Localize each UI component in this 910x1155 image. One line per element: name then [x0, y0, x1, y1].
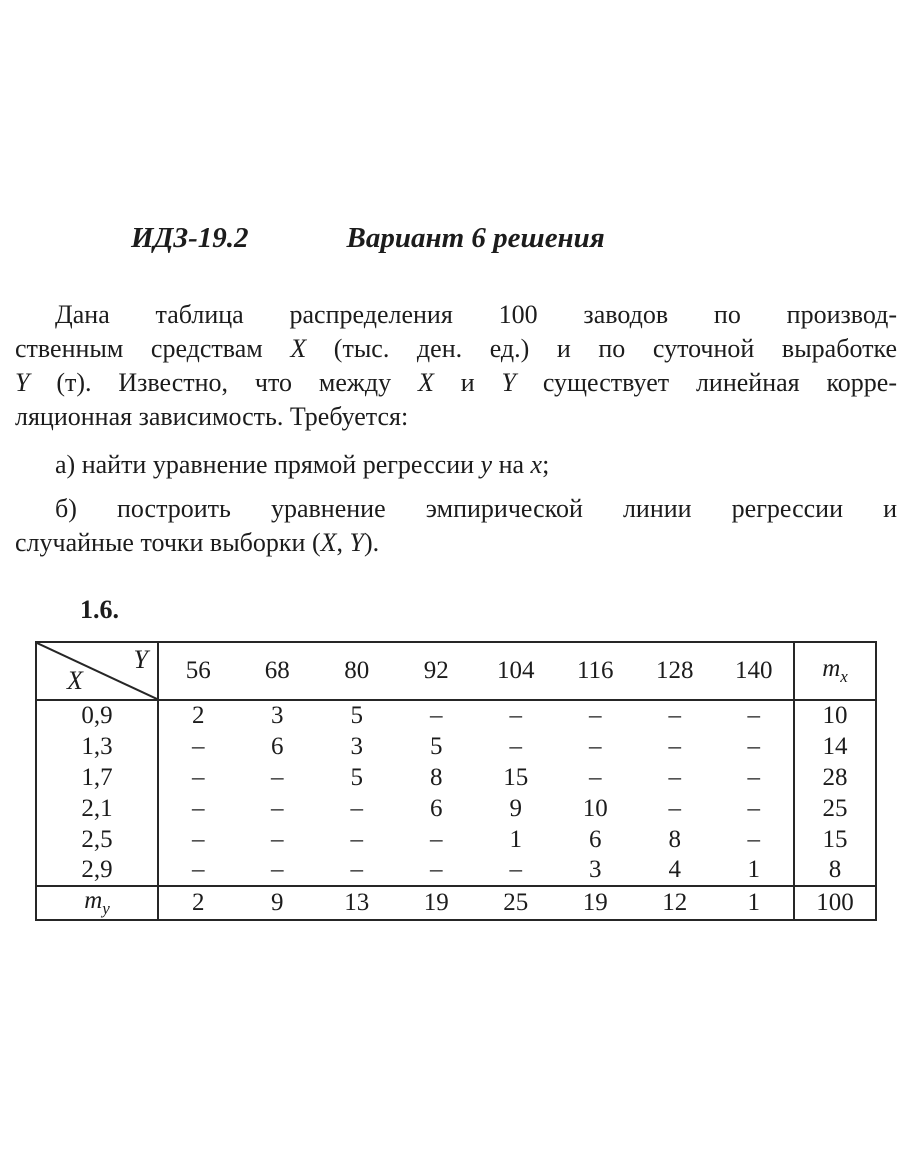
frequency-cell: –	[271, 763, 284, 791]
frequency-cell: 5	[350, 763, 363, 791]
text-line	[15, 298, 897, 332]
table-row	[36, 731, 876, 762]
math-symbol: x	[530, 450, 543, 479]
frequency-cell: 6	[430, 794, 443, 822]
x-value: 1,7	[36, 762, 158, 793]
math-symbol: X	[417, 368, 434, 397]
my-total: 13	[317, 886, 397, 920]
text-line	[15, 492, 897, 526]
mx-total: 25	[794, 793, 876, 824]
frequency-cell: –	[350, 856, 363, 883]
my-total: 1	[715, 886, 795, 920]
frequency-cell: –	[509, 702, 522, 729]
my-total: 19	[397, 886, 477, 920]
text-line	[15, 366, 897, 400]
table-row	[36, 793, 876, 824]
text-segment: б) построить уравнение эмпирической линии регрессии и	[55, 494, 897, 523]
frequency-cell: –	[350, 825, 363, 853]
x-value: 1,3	[36, 731, 158, 762]
math-symbol: X	[320, 528, 337, 557]
text-line	[15, 448, 897, 482]
mx-total: 10	[794, 700, 876, 731]
frequency-cell: –	[589, 732, 602, 760]
y-value-header: 80	[317, 642, 397, 700]
intro-paragraph	[0, 298, 910, 434]
my-label: $m_y$	[36, 886, 158, 920]
y-value-header: 92	[397, 642, 477, 700]
y-value-header: 68	[238, 642, 318, 700]
text-segment: (тыс. ден. ед.) и по суточной выработке	[306, 334, 897, 363]
frequency-cell: –	[589, 763, 602, 791]
frequency-cell: –	[192, 856, 205, 883]
my-total: 2	[158, 886, 238, 920]
frequency-cell: –	[747, 825, 760, 853]
grand-total: 100	[794, 886, 876, 920]
distribution-table	[35, 641, 877, 921]
text-segment: ;	[542, 450, 550, 479]
table-body	[36, 700, 876, 886]
text-segment: на	[492, 450, 531, 479]
table-header-row	[36, 642, 876, 700]
frequency-cell: –	[668, 732, 681, 760]
y-value-header: 56	[158, 642, 238, 700]
title-task-id: ИДЗ-19.2	[131, 222, 249, 254]
frequency-cell: –	[192, 825, 205, 853]
frequency-cell: –	[668, 763, 681, 791]
corner-cell	[36, 642, 158, 700]
frequency-cell: –	[271, 794, 284, 822]
x-value: 2,1	[36, 793, 158, 824]
frequency-cell: –	[668, 702, 681, 729]
math-symbol: Y	[15, 368, 30, 397]
frequency-cell: –	[668, 794, 681, 822]
mx-total: 8	[794, 855, 876, 886]
corner-x-label: X	[67, 666, 83, 695]
table-footer-row	[36, 886, 876, 920]
text-segment: и	[433, 368, 502, 397]
frequency-cell: –	[589, 702, 602, 729]
frequency-cell: –	[271, 856, 284, 883]
x-value: 2,5	[36, 824, 158, 855]
frequency-cell: –	[509, 856, 522, 883]
corner-y-label: Y	[133, 645, 148, 674]
frequency-cell: 3	[271, 702, 284, 729]
text-segment: существует линейная корре-	[515, 368, 898, 397]
mx-header: $m_x$	[794, 642, 876, 700]
text-line	[15, 400, 897, 434]
frequency-cell: 15	[503, 763, 529, 791]
frequency-cell: 8	[430, 763, 443, 791]
frequency-cell: –	[747, 732, 760, 760]
frequency-cell: 3	[589, 856, 602, 883]
table-row	[36, 700, 876, 731]
frequency-cell: –	[747, 702, 760, 729]
frequency-cell: –	[430, 856, 443, 883]
y-value-header: 116	[556, 642, 636, 700]
text-segment: ственным средствам	[15, 334, 291, 363]
frequency-cell: 1	[747, 856, 760, 883]
frequency-cell: 6	[589, 825, 602, 853]
math-symbol: Y	[349, 528, 364, 557]
y-value-header: 128	[635, 642, 715, 700]
table-foot	[36, 886, 876, 920]
text-segment: случайные точки выборки (	[15, 528, 321, 557]
frequency-cell: 1	[509, 825, 522, 853]
page-title	[131, 222, 910, 255]
frequency-cell: –	[271, 825, 284, 853]
task-item-a	[0, 448, 910, 482]
math-symbol: Y	[501, 368, 516, 397]
x-value: 0,9	[36, 700, 158, 731]
text-segment: Дана таблица распределения 100 заводов по производ-	[55, 300, 897, 329]
frequency-cell: 5	[430, 732, 443, 760]
frequency-cell: –	[747, 794, 760, 822]
my-total: 9	[238, 886, 318, 920]
frequency-cell: 3	[350, 732, 363, 760]
table-head	[36, 642, 876, 700]
math-symbol: X	[290, 334, 307, 363]
task-item-b	[0, 492, 910, 560]
mx-total: 14	[794, 731, 876, 762]
frequency-cell: 9	[509, 794, 522, 822]
frequency-cell: –	[430, 702, 443, 729]
frequency-cell: 2	[192, 702, 205, 729]
mx-total: 15	[794, 824, 876, 855]
frequency-cell: –	[509, 732, 522, 760]
text-segment: ,	[336, 528, 350, 557]
frequency-cell: –	[192, 794, 205, 822]
table-row	[36, 824, 876, 855]
frequency-cell: –	[747, 763, 760, 791]
frequency-cell: –	[192, 732, 205, 760]
my-total: 19	[556, 886, 636, 920]
mx-total: 28	[794, 762, 876, 793]
math-symbol: y	[480, 450, 493, 479]
frequency-cell: –	[430, 825, 443, 853]
y-value-header: 104	[476, 642, 556, 700]
my-total: 25	[476, 886, 556, 920]
my-total: 12	[635, 886, 715, 920]
text-segment: ).	[363, 528, 380, 557]
frequency-cell: 8	[668, 825, 681, 853]
x-value: 2,9	[36, 855, 158, 886]
frequency-cell: –	[350, 794, 363, 822]
text-segment: (т). Известно, что между	[29, 368, 418, 397]
table-row	[36, 762, 876, 793]
table-row	[36, 855, 876, 886]
table-number-label: 1.6.	[80, 595, 119, 624]
y-value-header: 140	[715, 642, 795, 700]
frequency-cell: 5	[350, 702, 363, 729]
text-line	[15, 332, 897, 366]
frequency-cell: 6	[271, 732, 284, 760]
text-line	[15, 526, 897, 560]
text-segment: ляционная зависимость. Требуется:	[15, 402, 409, 431]
frequency-cell: 10	[582, 794, 608, 822]
frequency-cell: 4	[668, 856, 681, 883]
frequency-cell: –	[192, 763, 205, 791]
text-segment: а) найти уравнение прямой регрессии	[55, 450, 481, 479]
title-variant: Вариант 6 решения	[346, 222, 605, 254]
